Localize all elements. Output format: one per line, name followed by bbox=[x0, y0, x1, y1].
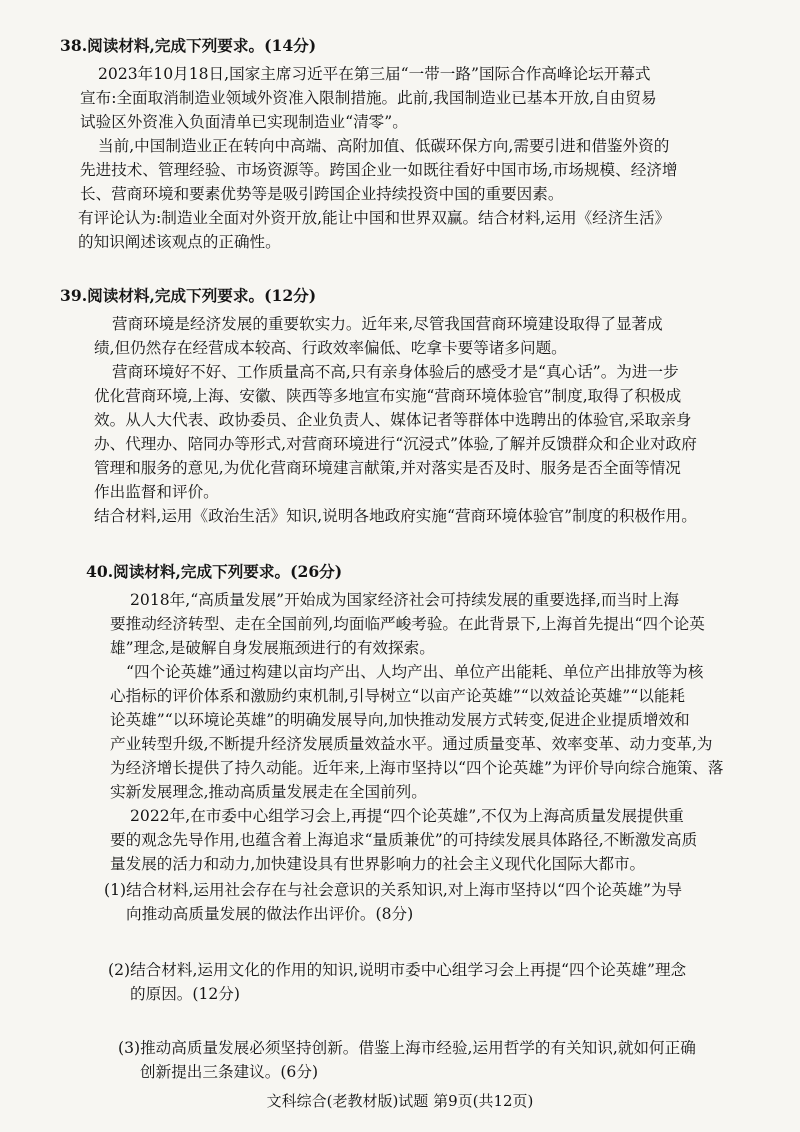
page-footer: 文科综合(老教材版)试题 第9页(共12页) bbox=[266, 1092, 534, 1110]
paragraph-line: 要的观念先导作用,也蕴含着上海追求“量质兼优”的可持续发展具体路径,不断激发高质 bbox=[110, 831, 698, 849]
paragraph-line: 结合材料,运用《政治生活》知识,说明各地政府实施“营商环境体验官”制度的积极作用。 bbox=[94, 507, 697, 525]
paragraph-line: 量发展的活力和动力,加快建设具有世界影响力的社会主义现代化国际大都市。 bbox=[110, 855, 646, 873]
paragraph-line: 的知识阐述该观点的正确性。 bbox=[78, 233, 281, 251]
paragraph-line: 宣布:全面取消制造业领域外资准入限制措施。此前,我国制造业已基本开放,自由贸易 bbox=[80, 89, 657, 107]
paragraph-line: “四个论英雄”通过构建以亩均产出、人均产出、单位产出能耗、单位产出排放等为核 bbox=[126, 663, 704, 681]
question-header: 39.阅读材料,完成下列要求。(12分) bbox=[60, 286, 317, 305]
subquestion-1-line: 向推动高质量发展的做法作出评价。(8分) bbox=[126, 905, 414, 923]
paragraph-line: 论英雄”“以环境论英雄”的明确发展导向,加快推动发展方式转变,促进企业提质增效和 bbox=[110, 711, 690, 729]
paragraph-line: 2022年,在市委中心组学习会上,再提“四个论英雄”,不仅为上海高质量发展提供重 bbox=[130, 807, 684, 825]
subquestion-2-line: 的原因。(12分) bbox=[130, 985, 240, 1003]
paragraph-line: 心指标的评价体系和激励约束机制,引导树立“以亩产论英雄”“以效益论英雄”“以能耗 bbox=[110, 687, 686, 705]
paragraph-line: 为经济增长提供了持久动能。近年来,上海市坚持以“四个论英雄”为评价导向综合施策、落 bbox=[110, 759, 724, 777]
paragraph-line: 管理和服务的意见,为优化营商环境建言献策,并对落实是否及时、服务是否全面等情况 bbox=[94, 459, 681, 477]
paragraph-line: 要推动经济转型、走在全国前列,均面临严峻考验。在此背景下,上海首先提出“四个论英 bbox=[110, 615, 705, 633]
paragraph-line: 2023年10月18日,国家主席习近平在第三届“一带一路”国际合作高峰论坛开幕式 bbox=[98, 65, 651, 83]
subquestion-3-line: (3)推动高质量发展必须坚持创新。借鉴上海市经验,运用哲学的有关知识,就如何正确 bbox=[118, 1039, 696, 1057]
paragraph-line: 有评论认为:制造业全面对外资开放,能让中国和世界双赢。结合材料,运用《经济生活》 bbox=[78, 209, 671, 227]
paragraph-line: 雄”理念,是破解自身发展瓶颈进行的有效探索。 bbox=[110, 639, 435, 657]
paragraph-line: 效。从人大代表、政协委员、企业负责人、媒体记者等群体中选聘出的体验官,采取亲身 bbox=[94, 411, 692, 429]
paragraph-line: 营商环境好不好、工作质量高不高,只有亲身体验后的感受才是“真心话”。为进一步 bbox=[112, 363, 679, 381]
paragraph-line: 绩,但仍然存在经营成本较高、行政效率偏低、吃拿卡要等诸多问题。 bbox=[94, 339, 567, 357]
paragraph-line: 2018年,“高质量发展”开始成为国家经济社会可持续发展的重要选择,而当时上海 bbox=[130, 591, 679, 609]
paragraph-line: 长、营商环境和要素优势等是吸引跨国企业持续投资中国的重要因素。 bbox=[80, 185, 564, 203]
paragraph-line: 办、代理办、陪同办等形式,对营商环境进行“沉浸式”体验,了解并反馈群众和企业对政府 bbox=[94, 435, 697, 453]
question-header: 40.阅读材料,完成下列要求。(26分) bbox=[86, 562, 343, 581]
paragraph-line: 当前,中国制造业正在转向中高端、高附加值、低碳环保方向,需要引进和借鉴外资的 bbox=[98, 137, 670, 155]
subquestion-2-line: (2)结合材料,运用文化的作用的知识,说明市委中心组学习会上再提“四个论英雄”理念 bbox=[108, 961, 687, 979]
paragraph-line: 优化营商环境,上海、安徽、陕西等多地宣布实施“营商环境体验官”制度,取得了积极成 bbox=[94, 387, 682, 405]
paragraph-line: 先进技术、管理经验、市场资源等。跨国企业一如既往看好中国市场,市场规模、经济增 bbox=[80, 161, 678, 179]
paragraph-line: 营商环境是经济发展的重要软实力。近年来,尽管我国营商环境建设取得了显著成 bbox=[112, 315, 663, 333]
subquestion-3-line: 创新提出三条建议。(6分) bbox=[140, 1063, 319, 1081]
subquestion-1-line: (1)结合材料,运用社会存在与社会意识的关系知识,对上海市坚持以“四个论英雄”为导 bbox=[104, 881, 683, 899]
question-header: 38.阅读材料,完成下列要求。(14分) bbox=[60, 36, 317, 55]
paragraph-line: 产业转型升级,不断提升经济发展质量效益水平。通过质量变革、效率变革、动力变革,为 bbox=[110, 735, 713, 753]
paragraph-line: 试验区外资准入负面清单已实现制造业“清零”。 bbox=[80, 113, 408, 131]
paragraph-line: 实新发展理念,推动高质量发展走在全国前列。 bbox=[110, 783, 427, 801]
paragraph-line: 作出监督和评价。 bbox=[94, 483, 219, 501]
